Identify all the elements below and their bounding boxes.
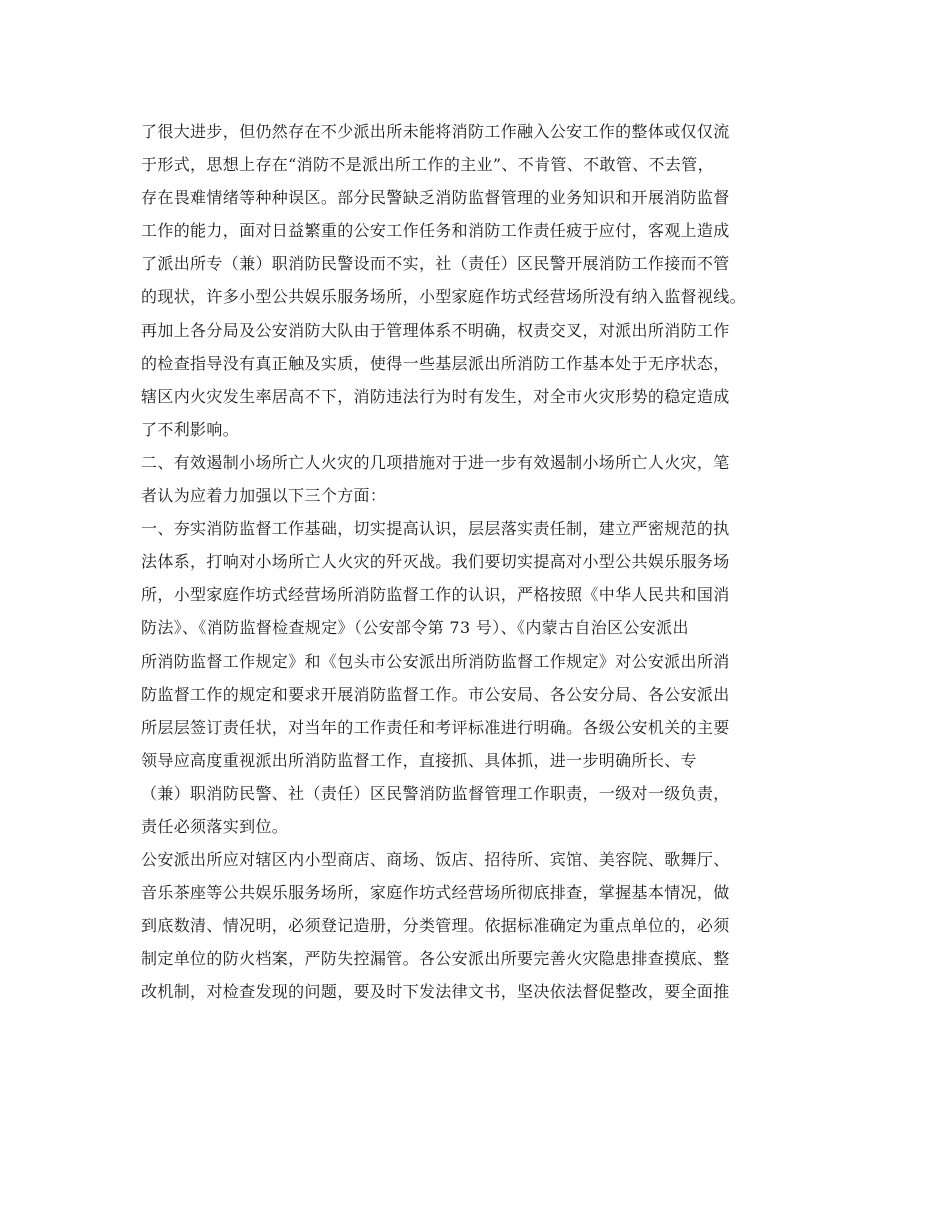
text-line: 公安派出所应对辖区内小型商店、商场、饭店、招待所、宾馆、美容院、歌舞厅、	[141, 850, 730, 870]
text-line: 所层层签订责任状，对当年的工作责任和考评标准进行明确。各级公安机关的主要	[141, 717, 730, 737]
text-line: 于形式，思想上存在“消防不是派出所工作的主业”、不肯管、不敢管、不去管，	[141, 155, 714, 175]
text-line: 法体系，打响对小场所亡人火灾的歼灭战。我们要切实提高对小型公共娱乐服务场	[141, 552, 730, 572]
document-body	[141, 115, 831, 1009]
text-line: 音乐茶座等公共娱乐服务场所，家庭作坊式经营场所彻底排查，掌握基本情况，做	[141, 883, 730, 903]
section-heading-line: 一、夯实消防监督工作基础，切实提高认识，层层落实责任制，建立严密规范的执	[141, 519, 730, 539]
text-line: 了不利影响。	[141, 419, 240, 439]
text-line: 再加上各分局及公安消防大队由于管理体系不明确，权责交叉，对派出所消防工作	[141, 320, 730, 340]
text-line: 改机制，对检查发现的问题，要及时下发法律文书，坚决依法督促整改，要全面推	[141, 982, 730, 1002]
text-line: 的检查指导没有真正触及实质，使得一些基层派出所消防工作基本处于无序状态，	[141, 353, 730, 373]
text-line: 到底数清、情况明，必须登记造册，分类管理。依据标准确定为重点单位的，必须	[141, 916, 730, 936]
text-line: 存在畏难情绪等种种误区。部分民警缺乏消防监督管理的业务知识和开展消防监督	[141, 188, 730, 208]
text-line: 所消防监督工作规定》和《包头市公安派出所消防监督工作规定》对公安派出所消	[141, 651, 730, 671]
text-line: 防监督工作的规定和要求开展消防监督工作。市公安局、各公安分局、各公安派出	[141, 684, 730, 704]
text-line: 了派出所专（兼）职消防民警设而不实，社（责任）区民警开展消防工作接而不管	[141, 254, 730, 274]
text-line: 者认为应着力加强以下三个方面：	[141, 486, 387, 506]
text-line: 工作的能力，面对日益繁重的公安工作任务和消防工作责任疲于应付，客观上造成	[141, 221, 730, 241]
text-line: （兼）职消防民警、社（责任）区民警消防监督管理工作职责，一级对一级负责，	[141, 783, 730, 803]
text-line: 制定单位的防火档案，严防失控漏管。各公安派出所要完善火灾隐患排查摸底、整	[141, 949, 730, 969]
text-line: 责任必须落实到位。	[141, 816, 289, 836]
section-heading-line: 二、有效遏制小场所亡人火灾的几项措施对于进一步有效遏制小场所亡人火灾，笔	[141, 452, 730, 472]
text-line: 了很大进步，但仍然存在不少派出所未能将消防工作融入公安工作的整体或仅仅流	[141, 122, 730, 141]
text-line: 的现状，许多小型公共娱乐服务场所，小型家庭作坊式经营场所没有纳入监督视线。	[141, 287, 746, 307]
text-line: 所，小型家庭作坊式经营场所消防监督工作的认识，严格按照《中华人民共和国消	[141, 585, 730, 605]
text-line: 防法》、《消防监督检查规定》（公安部令第 73 号）、《内蒙古自治区公安派出	[141, 618, 689, 638]
text-line: 辖区内火灾发生率居高不下，消防违法行为时有发生，对全市火灾形势的稳定造成	[141, 386, 730, 406]
text-line: 领导应高度重视派出所消防监督工作，直接抓、具体抓，进一步明确所长、专	[141, 750, 697, 770]
